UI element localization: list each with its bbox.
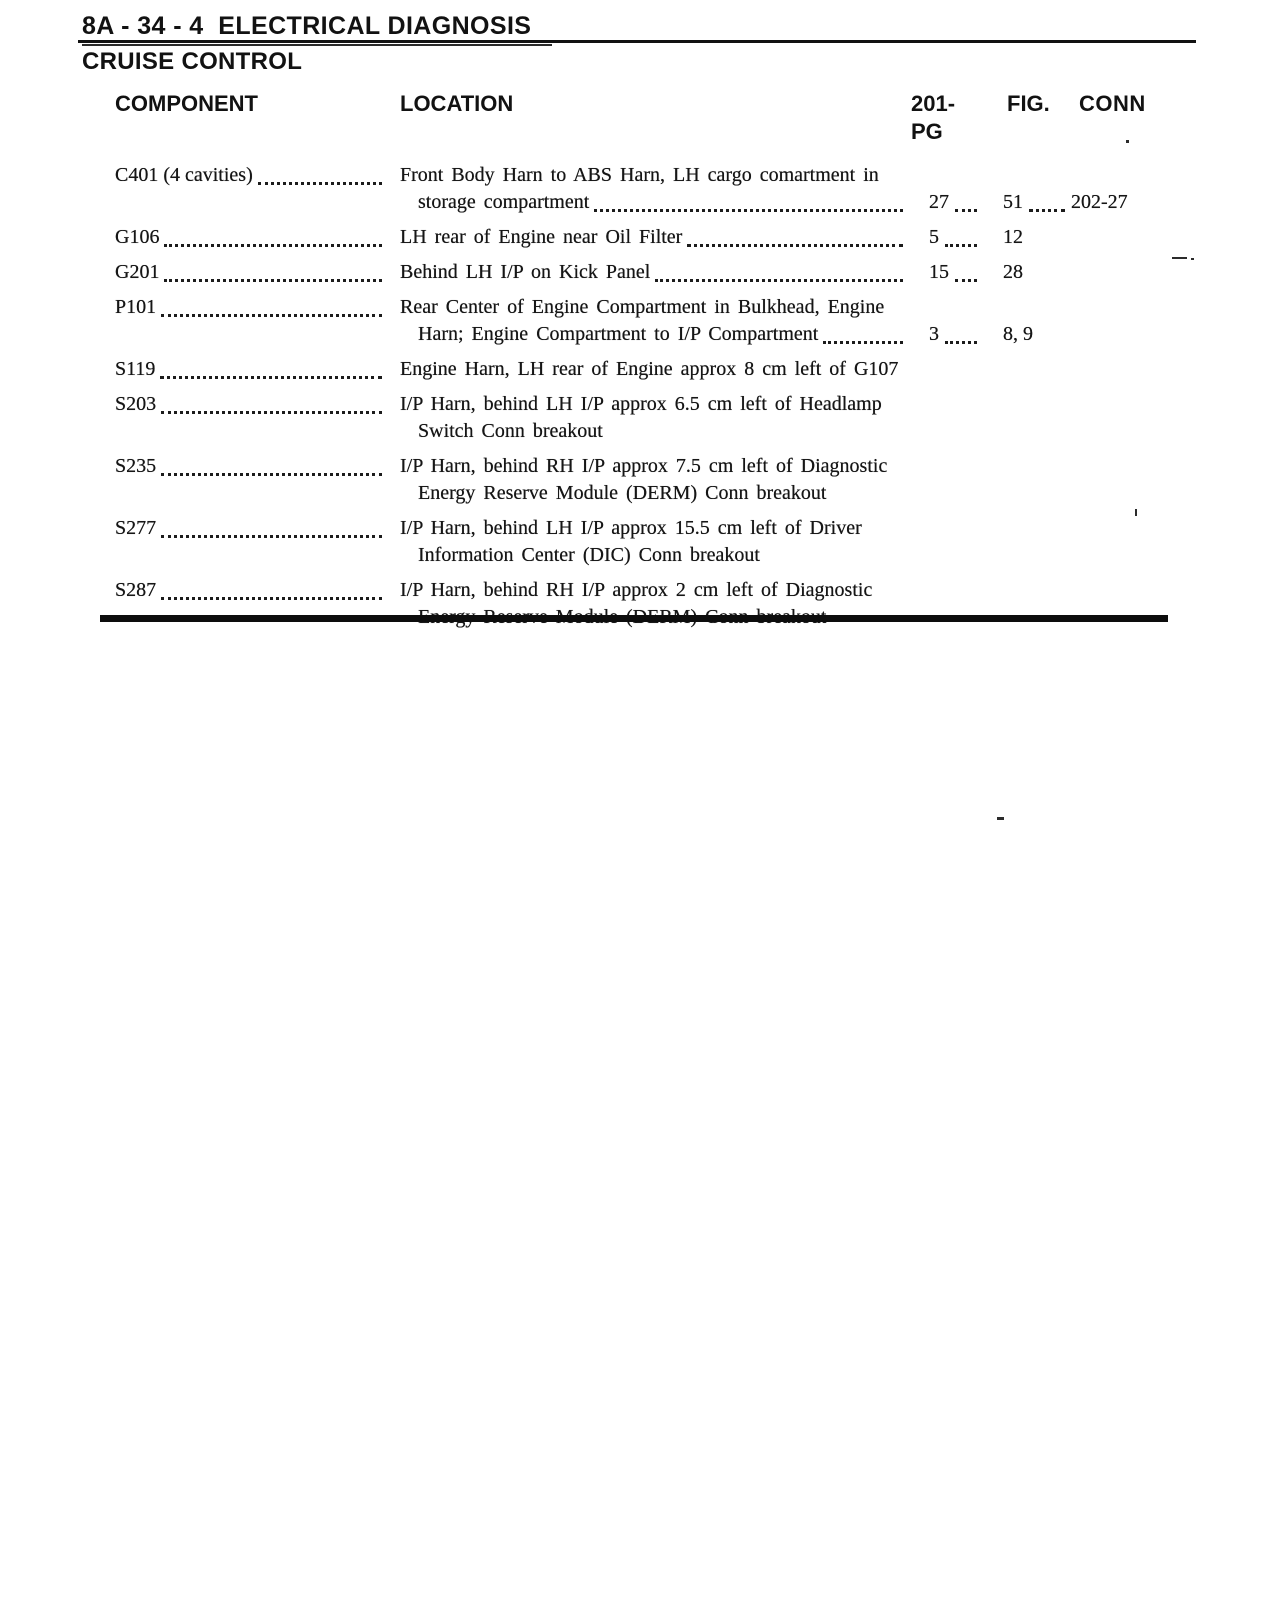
- component-cell: [115, 294, 400, 321]
- location-cell: [400, 294, 905, 348]
- component-table-body: [115, 162, 1175, 631]
- component-id: S203: [115, 393, 157, 415]
- page-number-cell: [905, 189, 983, 216]
- location-line: [400, 321, 905, 348]
- connector-cell: [1071, 480, 1175, 507]
- location-text: Behind LH I/P on Kick Panel: [400, 261, 651, 283]
- location-cell: [400, 259, 905, 286]
- component-id: S119: [115, 358, 156, 380]
- dotted-leader: [1029, 209, 1065, 212]
- dotted-leader: [655, 279, 903, 282]
- location-line: [400, 577, 905, 604]
- location-line: [400, 294, 905, 321]
- cell-value: 12: [1003, 226, 1023, 248]
- column-header-201-pg: 201-PG: [911, 91, 956, 144]
- location-cell: [400, 577, 905, 631]
- page-header-title: 8A - 34 - 4 ELECTRICAL DIAGNOSIS: [82, 12, 532, 40]
- location-line: [400, 480, 905, 507]
- dotted-leader: [955, 279, 977, 282]
- figure-number-cell: [983, 259, 1071, 286]
- dotted-leader: [687, 244, 903, 247]
- dotted-leader: [594, 209, 903, 212]
- dotted-leader: [945, 244, 977, 247]
- figure-number-cell: [983, 224, 1071, 251]
- location-line: [400, 259, 905, 286]
- table-row: [115, 356, 1175, 383]
- location-cell: [400, 162, 905, 216]
- component-id: C401 (4 cavities): [115, 164, 253, 186]
- location-text: Energy Reserve Module (DERM) Conn breakout: [418, 482, 827, 504]
- cell-value: 28: [1003, 261, 1023, 283]
- location-line: [400, 356, 905, 383]
- dotted-leader: [161, 535, 382, 538]
- figure-number-cell: [983, 356, 1071, 383]
- dotted-leader: [161, 473, 382, 476]
- table-row: [115, 391, 1175, 445]
- column-header-conn: CONN: [1079, 91, 1146, 116]
- section-title: CRUISE CONTROL: [82, 48, 303, 75]
- connector-cell: [1071, 542, 1175, 569]
- location-line: [400, 515, 905, 542]
- scan-artifact-dash: [1172, 257, 1187, 259]
- dotted-leader: [161, 314, 382, 317]
- component-cell: [115, 259, 400, 286]
- page-number-cell: [905, 321, 983, 348]
- page-number-cell: [905, 418, 983, 445]
- dotted-leader: [945, 341, 977, 344]
- location-text: Switch Conn breakout: [418, 420, 603, 442]
- location-text: Harn; Engine Compartment to I/P Compartment: [418, 323, 819, 345]
- cell-value: 202-27: [1071, 191, 1128, 213]
- table-row: [115, 224, 1175, 251]
- cell-value: 15: [929, 261, 949, 283]
- component-cell: [115, 515, 400, 542]
- dotted-leader: [160, 376, 382, 379]
- location-text: I/P Harn, behind RH I/P approx 2 cm left of Diagnostic: [400, 579, 873, 601]
- dotted-leader: [258, 182, 382, 185]
- location-cell: [400, 453, 905, 507]
- cell-value: 27: [929, 191, 949, 213]
- location-line: [400, 391, 905, 418]
- page-number-cell: [905, 480, 983, 507]
- location-text: Engine Harn, LH rear of Engine approx 8 cm left of G107: [400, 358, 899, 380]
- component-id: G201: [115, 261, 160, 283]
- location-cell: [400, 515, 905, 569]
- scan-artifact-dot: [1191, 258, 1194, 260]
- header-rule: [78, 40, 1196, 43]
- page-number-cell: [905, 259, 983, 286]
- location-line: [400, 189, 905, 216]
- figure-number-cell: [983, 542, 1071, 569]
- component-cell: [115, 224, 400, 251]
- cell-value: 5: [929, 226, 939, 248]
- scan-artifact-tick: [1135, 509, 1137, 516]
- location-text: I/P Harn, behind RH I/P approx 7.5 cm left of Diagnostic: [400, 455, 888, 477]
- table-row: [115, 577, 1175, 631]
- location-line: [400, 418, 905, 445]
- component-cell: [115, 162, 400, 189]
- connector-cell: [1071, 259, 1175, 286]
- component-id: S235: [115, 455, 157, 477]
- component-id: S277: [115, 517, 157, 539]
- figure-number-cell: [983, 480, 1071, 507]
- component-id: S287: [115, 579, 157, 601]
- page-number-cell: [905, 542, 983, 569]
- dotted-leader: [161, 597, 382, 600]
- location-text: Rear Center of Engine Compartment in Bulkhead, Engine: [400, 296, 885, 318]
- location-text: I/P Harn, behind LH I/P approx 6.5 cm left of Headlamp: [400, 393, 882, 415]
- location-cell: [400, 356, 905, 383]
- dotted-leader: [164, 279, 382, 282]
- location-line: [400, 224, 905, 251]
- header-title-underline: [82, 44, 552, 46]
- scan-artifact-dash: [997, 817, 1004, 820]
- figure-number-cell: [983, 189, 1071, 216]
- location-text: storage compartment: [418, 191, 590, 213]
- connector-cell: [1071, 189, 1175, 216]
- column-header-fig: FIG.: [1007, 91, 1050, 116]
- component-location-table: [115, 90, 1175, 639]
- location-text: Front Body Harn to ABS Harn, LH cargo comartment in: [400, 164, 879, 186]
- dotted-leader: [161, 411, 382, 414]
- location-text: Information Center (DIC) Conn breakout: [418, 544, 760, 566]
- location-cell: [400, 224, 905, 251]
- component-cell: [115, 391, 400, 418]
- component-id: G106: [115, 226, 160, 248]
- section-end-rule: [100, 615, 1168, 622]
- component-cell: [115, 453, 400, 480]
- column-header-location: LOCATION: [400, 91, 514, 116]
- cell-value: 3: [929, 323, 939, 345]
- dotted-leader: [955, 209, 977, 212]
- location-line: [400, 162, 905, 189]
- location-cell: [400, 391, 905, 445]
- page-number-cell: [905, 224, 983, 251]
- page-number-cell: [905, 356, 983, 383]
- location-line: [400, 542, 905, 569]
- table-row: [115, 162, 1175, 216]
- component-id: P101: [115, 296, 157, 318]
- connector-cell: [1071, 224, 1175, 251]
- component-cell: [115, 577, 400, 604]
- location-text: I/P Harn, behind LH I/P approx 15.5 cm left of Driver: [400, 517, 862, 539]
- scan-artifact-dot: [1126, 140, 1129, 143]
- connector-cell: [1071, 356, 1175, 383]
- cell-value: 51: [1003, 191, 1023, 213]
- component-cell: [115, 356, 400, 383]
- table-row: [115, 453, 1175, 507]
- connector-cell: [1071, 418, 1175, 445]
- dotted-leader: [164, 244, 382, 247]
- dotted-leader: [823, 341, 903, 344]
- table-row: [115, 259, 1175, 286]
- connector-cell: [1071, 321, 1175, 348]
- figure-number-cell: [983, 418, 1071, 445]
- table-header-row: [115, 90, 1175, 146]
- column-header-component: COMPONENT: [115, 91, 258, 116]
- location-line: [400, 453, 905, 480]
- location-text: LH rear of Engine near Oil Filter: [400, 226, 683, 248]
- table-row: [115, 515, 1175, 569]
- table-row: [115, 294, 1175, 348]
- cell-value: 8, 9: [1003, 323, 1033, 345]
- figure-number-cell: [983, 321, 1071, 348]
